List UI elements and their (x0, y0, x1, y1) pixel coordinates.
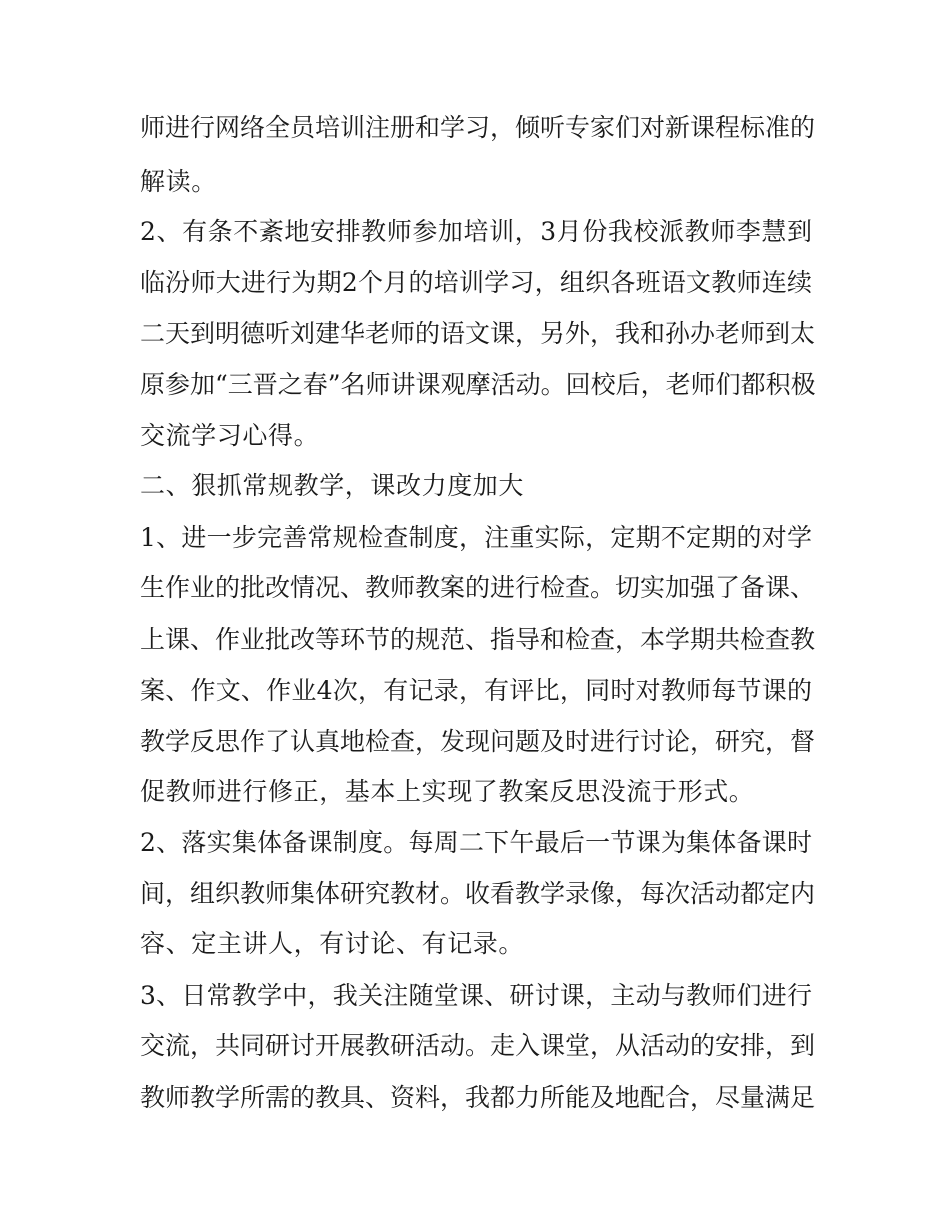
text-line: 2、有条不紊地安排教师参加培训，3月份我校派教师李慧到 (140, 217, 812, 246)
section-heading: 二、狠抓常规教学，课改力度加大 (140, 471, 525, 500)
text-line: 3、日常教学中，我关注随堂课、研讨课，主动与教师们进行 (140, 981, 812, 1010)
text-line: 交流学习心得。 (140, 421, 320, 450)
text-line: 原参加“三晋之春”名师讲课观摩活动。回校后，老师们都积极 (140, 370, 816, 399)
text-line: 容、定主讲人，有讨论、有记录。 (140, 929, 525, 958)
text-line: 教学反思作了认真地检查，发现问题及时进行讨论，研究，督 (140, 727, 816, 756)
text-line: 上课、作业批改等环节的规范、指导和检查，本学期共检查教 (140, 625, 816, 654)
text-line: 交流，共同研讨开展教研活动。走入课堂，从活动的安排，到 (140, 1031, 816, 1060)
text-line: 二天到明德听刘建华老师的语文课，另外，我和孙办老师到太 (140, 319, 816, 348)
text-line: 间，组织教师集体研究教材。收看教学录像，每次活动都定内 (140, 879, 816, 908)
text-line: 解读。 (140, 167, 217, 196)
text-line: 临汾师大进行为期2个月的培训学习，组织各班语文教师连续 (140, 268, 812, 297)
text-line: 2、落实集体备课制度。每周二下午最后一节课为集体备课时 (140, 828, 812, 857)
text-line: 教师教学所需的教具、资料，我都力所能及地配合，尽量满足 (140, 1083, 816, 1112)
text-line: 促教师进行修正，基本上实现了教案反思没流于形式。 (140, 777, 755, 806)
text-line: 案、作文、作业4次，有记录，有评比，同时对教师每节课的 (140, 676, 812, 705)
text-line: 师进行网络全员培训注册和学习，倾听专家们对新课程标准的 (140, 113, 816, 142)
text-line: 1、进一步完善常规检查制度，注重实际，定期不定期的对学 (140, 523, 812, 552)
text-line: 生作业的批改情况、教师教案的进行检查。切实加强了备课、 (140, 573, 816, 602)
